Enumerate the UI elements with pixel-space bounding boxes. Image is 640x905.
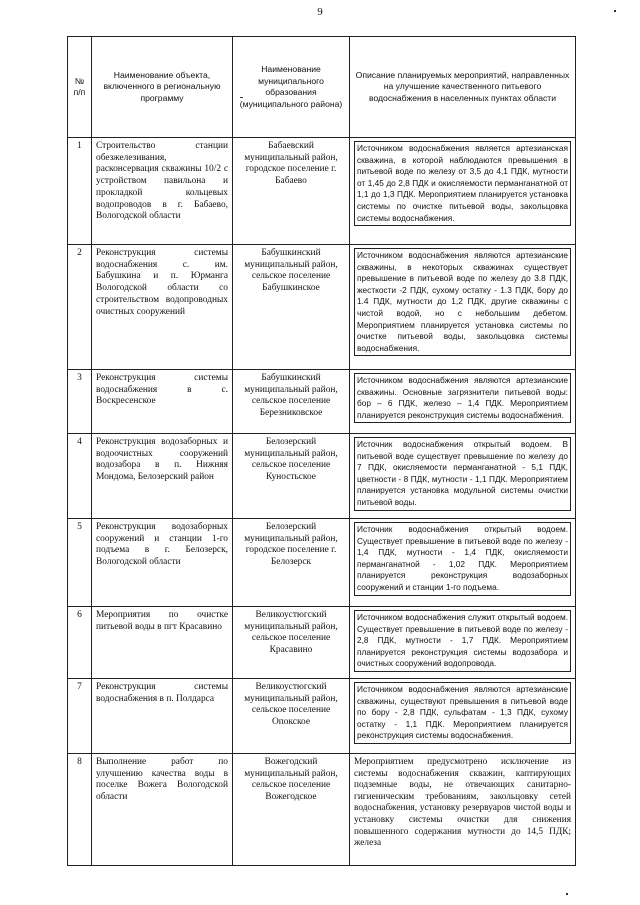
page-number: 9 [317, 6, 323, 18]
row-description: Источником водоснабжения является артезианская скважина, в которой наблюдаются превышения в питьевой воде по железу от 3,5 до 4,1 ПДК, мутности от 1,45 до 2,8 ПДК и окисляемости перманганатной от 1,1 до 1,3 ПДК. Мероприятием планируется установка системы по очистке питьевой воды, закольцовка системы водоснабжения. [354, 141, 571, 226]
scan-mark [240, 97, 243, 98]
row-description: Источник водоснабжения открытый водоем. В питьевой воде существует превышение по железу до 7 ПДК, окисляемости перманганатной - 5,1 ПДК, цветности - 8 ПДК, мутности - 1,1 ПДК. Мероприятием планируется установка модульной системы очистки питьевой воды. [354, 437, 571, 511]
row-object: Реконструкция водозаборных сооружений и станции 1-го подъема в г. Белозерск, Вологодской области [92, 519, 233, 607]
row-number: 5 [68, 519, 92, 607]
row-description-cell [350, 245, 576, 370]
row-description-cell [350, 434, 576, 519]
table-row [68, 434, 576, 519]
row-municipality: Бабушкинский муниципальный район, сельское поселение Березниковское [233, 370, 350, 434]
row-number: 2 [68, 245, 92, 370]
table-row [68, 138, 576, 245]
table-row [68, 370, 576, 434]
row-municipality: Белозерский муниципальный район, городское поселение г. Белозерск [233, 519, 350, 607]
header-num: № п/п [68, 37, 92, 138]
programs-table [67, 36, 576, 866]
row-municipality: Белозерский муниципальный район, сельское поселение Куностьское [233, 434, 350, 519]
header-object: Наименование объекта, включенного в региональную программу [92, 37, 233, 138]
row-number: 7 [68, 679, 92, 754]
row-object: Выполнение работ по улучшению качества воды в поселке Вожега Вологодской области [92, 754, 233, 866]
row-object: Реконструкция системы водоснабжения в с. Воскресенское [92, 370, 233, 434]
row-description: Источником водоснабжения являются артезианские скважины, существуют превышения в питьевой воде по бору - 2,8 ПДК, сульфатам - 1,3 ПДК, сухому остатку - 1,1 ПДК. Мероприятием планируется реконструкция системы водоснабжения. [354, 682, 571, 744]
row-description-cell [350, 519, 576, 607]
table-row [68, 245, 576, 370]
table-row [68, 754, 576, 866]
row-description-cell [350, 370, 576, 434]
row-description: Источник водоснабжения открытый водоем. Существует превышение в питьевой воде по железу - 1,4 ПДК, мутности - 1,4 ПДК, окисляемости перманганатной - 1,02 ПДК. Мероприятием планируется реконструкция водозаборных сооружений и станции 1-го подъема. [354, 522, 571, 596]
row-description-cell [350, 607, 576, 679]
row-number: 3 [68, 370, 92, 434]
row-object: Реконструкция системы водоснабжения в п. Полдарса [92, 679, 233, 754]
row-municipality: Великоустюгский муниципальный район, сельское поселение Опокское [233, 679, 350, 754]
row-municipality: Бабушкинский муниципальный район, сельское поселение Бабушкинское [233, 245, 350, 370]
row-number: 4 [68, 434, 92, 519]
row-number: 8 [68, 754, 92, 866]
row-number: 6 [68, 607, 92, 679]
row-municipality: Бабаевский муниципальный район, городское поселение г. Бабаево [233, 138, 350, 245]
header-municipality: Наименование муниципального образования (муниципального района) [233, 37, 350, 138]
row-description: Источником водоснабжения являются артезианские скважины, в некоторых скважинах существует превышение в питьевой воде по железу до 3.8 ПДК, жесткости -2 ПДК, сухому остатку - 1.3 ПДК, бору до 1.4 ПДК, мутности до 1,2 ПДК, другие скважины с чистой водой, но с небольшим дебетом. Мероприятием планируется установка системы по очистке питьевой воды, закольцовка системы водоснабжения. [354, 248, 571, 356]
scan-mark [566, 893, 568, 895]
header-description: Описание планируемых мероприятий, направленных на улучшение качественного питьевого водоснабжения в населенных пунктах области [350, 37, 576, 138]
table-row [68, 519, 576, 607]
row-description: Источником водоснабжения являются артезианские скважины. Основные загрязнители питьевой воды: бор – 6 ПДК, железо – 1,4 ПДК. Мероприятием планируется реконструкция системы водоснабжения. [354, 373, 571, 423]
row-description-cell [350, 138, 576, 245]
row-number: 1 [68, 138, 92, 245]
row-object: Реконструкция системы водоснабжения с. им. Бабушкина и п. Юрманга Вологодской области со строительством водопроводных очистных сооружений [92, 245, 233, 370]
row-description-cell [350, 754, 576, 866]
scan-mark [614, 10, 616, 12]
row-municipality: Вожегодский муниципальный район, сельское поселение Вожегодское [233, 754, 350, 866]
row-object: Строительство станции обезжелезивания, расконсервация скважины 10/2 с устройством павильона и прокладкой кольцевых водопроводов в г. Бабаево, Вологодской области [92, 138, 233, 245]
table-row [68, 607, 576, 679]
row-description: Источником водоснабжения служит открытый водоем. Существует превышение в питьевой воде по железу - 2,8 ПДК, мутности - 1,7 ПДК. Мероприятием планируется реконструкция системы водозабора и очистных сооружений водопровода. [354, 610, 571, 672]
row-description-cell [350, 679, 576, 754]
table-row [68, 679, 576, 754]
row-object: Реконструкция водозаборных и водоочистных сооружений водозабора в п. Нижняя Мондома, Белозерский район [92, 434, 233, 519]
row-object: Мероприятия по очистке питьевой воды в пгт Красавино [92, 607, 233, 679]
table-header-row [68, 37, 576, 138]
row-municipality: Великоустюгский муниципальный район, сельское поселение Красавино [233, 607, 350, 679]
row-description: Мероприятием предусмотрено исключение из системы водоснабжения скважин, каптирующих подземные воды, не отвечающих санитарно-гигиеническим требованиям, закольцовку сетей водоснабжения, установку резервуаров чистой воды и установку системы очистки для снижения повышенного содержания мутности до 14,5 ПДК; железа [354, 757, 571, 849]
